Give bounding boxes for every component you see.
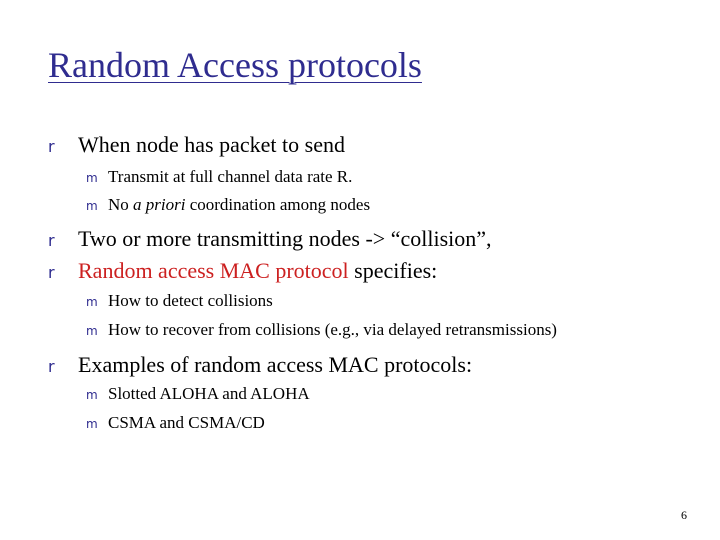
sub-bullet-item [86,384,310,404]
bullet-item [48,352,472,378]
bullet-item [48,258,437,284]
sub-bullet-marker: m [86,324,98,338]
sub-bullet-item [86,320,557,340]
sub-bullet-text-post: coordination among nodes [185,195,371,214]
bullet-item [48,226,492,252]
bullet-marker: r [48,357,55,376]
sub-bullet-text: How to recover from collisions (e.g., via delayed retransmissions) [108,320,557,339]
highlighted-term: Random access MAC protocol [78,258,349,283]
sub-bullet-text: Transmit at full channel data rate R. [108,167,353,186]
slide-title: Random Access protocols [48,45,422,85]
sub-bullet-item [86,195,370,215]
sub-bullet-text: CSMA and CSMA/CD [108,413,265,432]
sub-bullet-marker: m [86,417,98,431]
sub-bullet-text: Slotted ALOHA and ALOHA [108,384,310,403]
bullet-marker: r [48,137,55,156]
bullet-text-post: specifies: [348,258,438,283]
sub-bullet-marker: m [86,171,98,185]
bullet-text: When node has packet to send [78,132,345,157]
sub-bullet-item [86,413,265,433]
bullet-text: Two or more transmitting nodes -> “collision”, [78,226,492,251]
bullet-item [48,132,345,158]
bullet-marker: r [48,231,55,250]
bullet-marker: r [48,263,55,282]
sub-bullet-item [86,167,352,187]
italic-term: a priori [133,195,186,214]
bullet-text: Examples of random access MAC protocols: [78,352,473,377]
sub-bullet-marker: m [86,199,98,213]
sub-bullet-marker: m [86,388,98,402]
sub-bullet-text: How to detect collisions [108,291,273,310]
sub-bullet-item [86,291,273,311]
page-number: 6 [681,508,687,522]
sub-bullet-marker: m [86,295,98,309]
sub-bullet-text-pre: No [108,195,134,214]
